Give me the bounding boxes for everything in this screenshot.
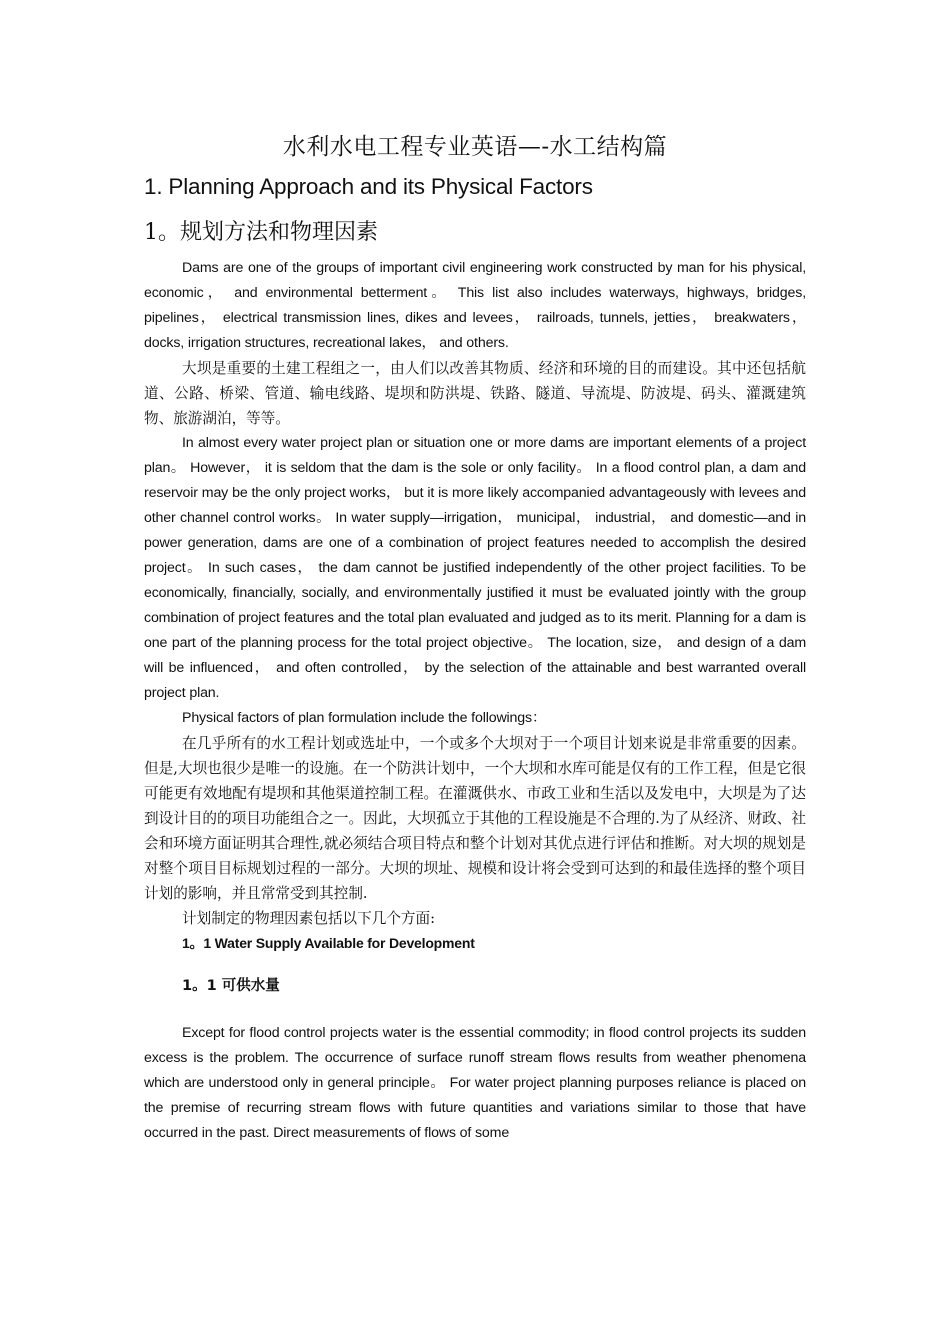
paragraph-zh-dams-intro: 大坝是重要的土建工程组之一，由人们以改善其物质、经济和环境的目的而建设。其中还包括航道、公路、桥梁、管道、输电线路、堤坝和防洪堤、铁路、隧道、导流堤、防波堤、码头、灌溉建筑物、旅游湖泊，等等。 [144,360,806,427]
subsection-heading-en: 1。1 Water Supply Available for Development [182,935,475,951]
section-heading-zh: 1。规划方法和物理因素 [144,220,378,245]
paragraph-zh-physical-factors: 计划制定的物理因素包括以下几个方面: [182,910,436,927]
paragraph-en-project-plan: In almost every water project plan or situation one or more dams are important elements of a project plan。 However， it is seldom that the dam is the sole or only facility。 In a flood control plan, a dam and reservoir may be the only project works， but it is more likely accompanied advantageously with levees and other channel control works。 In water supply—irrigation， municipal， industrial， and domestic—and in power generation, dams are one of a combination of project features needed to accomplish the desired project。 In such cases， the dam cannot be justified independently of the other project facilities. To be economically, financially, socially, and environmentally justified it must be evaluated jointly with the group combination of project features and the total plan evaluated and judged as to its merit. Planning for a dam is one part of the planning process for the total project objective。 The location, size， and design of a dam will be influenced， and often controlled， by the selection of the attainable and best warranted overall project plan. [144,435,806,701]
paragraph-zh-project-plan: 在几乎所有的水工程计划或选址中，一个或多个大坝对于一个项目计划来说是非常重要的因素。但是,大坝也很少是唯一的设施。在一个防洪计划中，一个大坝和水库可能是仅有的工作工程，但是它很可能更有效地配有堤坝和其他渠道控制工程。在灌溉供水、市政工业和生活以及发电中，大坝是为了达到设计目的的项目功能组合之一。因此，大坝孤立于其他的工程设施是不合理的.为了从经济、财政、社会和环境方面证明其合理性,就必须结合项目特点和整个计划对其优点进行评估和推断。对大坝的规划是对整个项目目标规划过程的一部分。大坝的坝址、规模和设计将会受到可达到的和最佳选择的整个项目计划的影响，并且常常受到其控制. [144,735,806,902]
paragraph-en-physical-factors: Physical factors of plan formulation include the followings： [182,710,547,726]
paragraph-en-dams-intro: Dams are one of the groups of important civil engineering work constructed by man for his physical, economic， and environmental betterment。 This list also includes waterways, highways, bridges, pipelines， electrical transmission lines, dikes and levees， railroads, tunnels, jetties， breakwaters， docks, irrigation structures, recreational lakes， and others. [144,260,806,351]
document-page [144,128,806,1146]
section-heading-en: 1. Planning Approach and its Physical Factors [144,174,593,199]
subsection-heading-zh: 1。1 可供水量 [182,978,280,994]
document-title: 水利水电工程专业英语—-水工结构篇 [282,134,668,160]
paragraph-en-water-supply: Except for flood control projects water is the essential commodity; in flood control projects its sudden excess is the problem. The occurrence of surface runoff stream flows results from weather phenomena which are understood only in general principle。 For water project planning purposes reliance is placed on the premise of recurring stream flows with future quantities and variations similar to those that have occurred in the past. Direct measurements of flows of some [144,1025,806,1141]
